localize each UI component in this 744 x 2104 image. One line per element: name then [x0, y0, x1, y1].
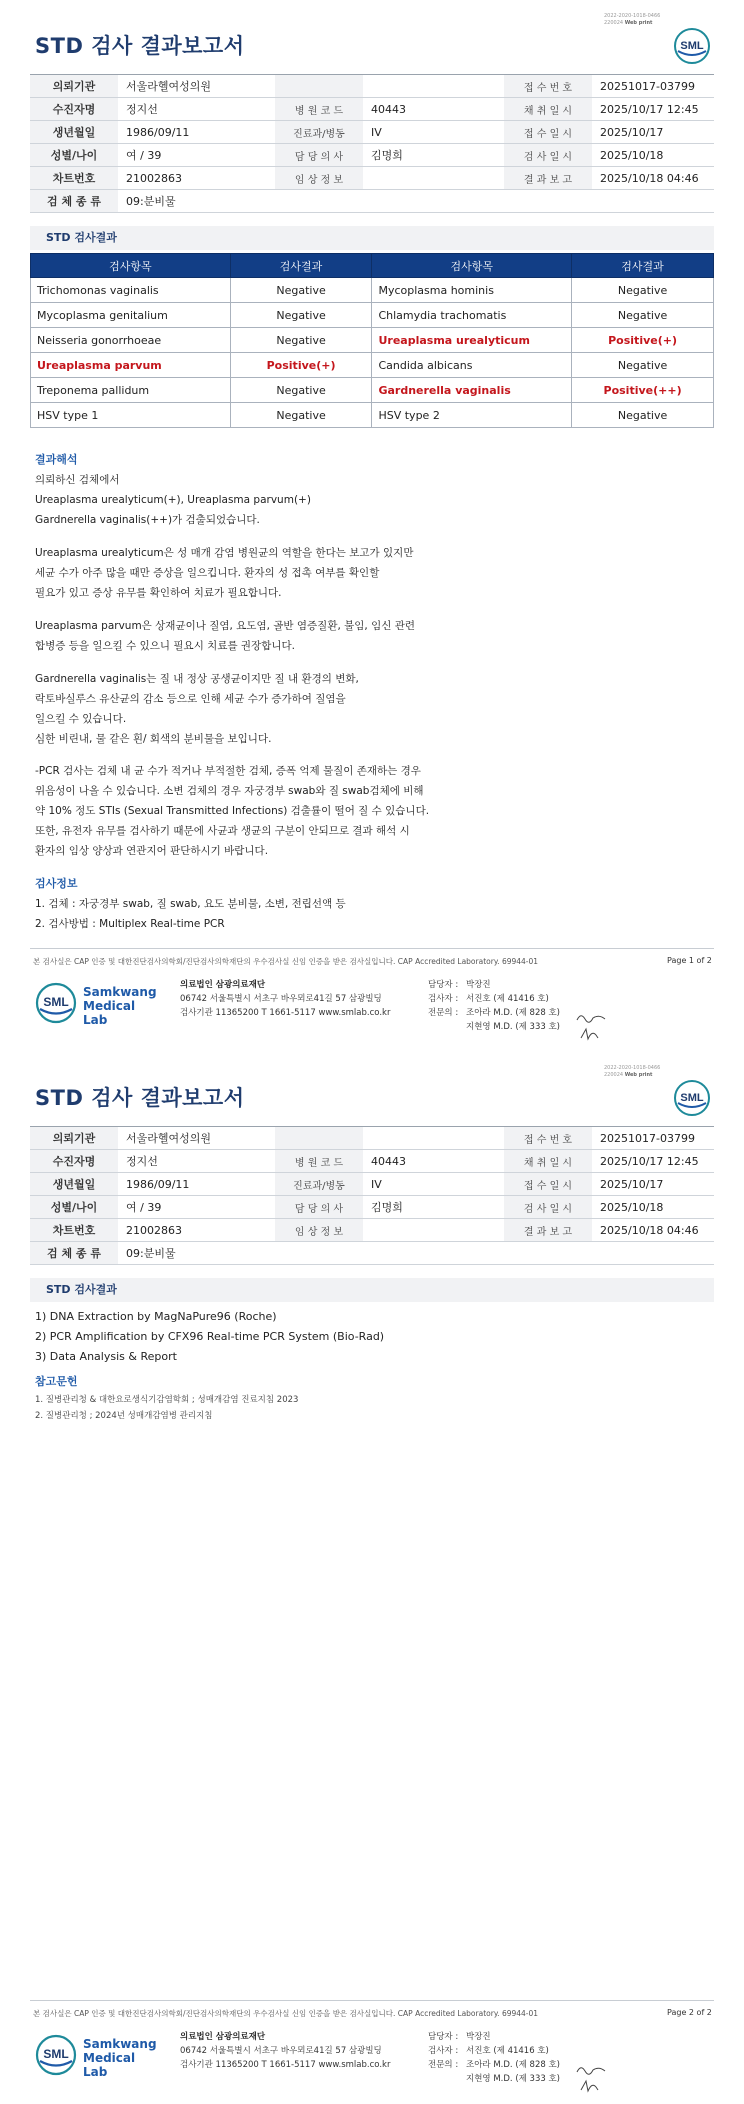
reference-item: 1. 질병관리청 & 대한요로생식기감염학회 ; 성매개감염 진료지침 2023 — [35, 1395, 299, 1405]
info-value: 21002863 — [118, 1219, 275, 1242]
info-label: 검 체 종 류 — [30, 1242, 118, 1265]
info-value — [592, 190, 714, 213]
text-line: 환자의 임상 양상과 연관지어 판단하시기 바랍니다. — [35, 845, 269, 857]
info-label: 검 사 일 시 — [504, 1196, 592, 1219]
info-value: 2025/10/17 12:45 — [592, 1150, 714, 1173]
sml-logo-text: SML — [680, 40, 704, 52]
footer-cap-note: 본 검사실은 CAP 인증 및 대한진단검사의학회/진단검사의학재단의 우수검사실 신임 인증을 받은 검사실입니다. CAP Accredited Laboratory. 69944-01 — [33, 957, 539, 966]
org-name: 의료법인 삼광의료재단 — [180, 2032, 266, 2042]
test-name: Trichomonas vaginalis — [31, 278, 231, 303]
info-label: 결 과 보 고 — [504, 167, 592, 190]
info-label — [504, 190, 592, 213]
col-header-test: 검사항목 — [372, 254, 572, 278]
report-page-2 — [0, 1052, 744, 2104]
info-row — [30, 75, 714, 98]
org-contact: 검사기관 11365200 T 1661-5117 www.smlab.co.kr — [180, 2060, 391, 2070]
org-info — [180, 978, 390, 1020]
test-result: Negative — [572, 403, 714, 428]
info-value — [363, 1127, 504, 1150]
staff-label: 검사자 : — [428, 2046, 459, 2056]
test-result: Negative — [230, 278, 372, 303]
test-name: Mycoplasma hominis — [372, 278, 572, 303]
text-line: 2. 검사방법 : Multiplex Real-time PCR — [35, 918, 225, 930]
table-row — [31, 403, 714, 428]
info-value — [363, 75, 504, 98]
info-label: 임 상 정 보 — [275, 1219, 363, 1242]
info-row — [30, 144, 714, 167]
info-label: 접 수 일 시 — [504, 1173, 592, 1196]
info-value: 서울라헬여성의원 — [118, 75, 275, 98]
info-value — [363, 167, 504, 190]
test-result: Negative — [230, 378, 372, 403]
test-info-title: 검사정보 — [35, 877, 78, 890]
info-value — [363, 1219, 504, 1242]
org-address: 06742 서울특별시 서초구 바우뫼로41길 57 삼광빌딩 — [180, 2046, 382, 2056]
info-label: 담 당 의 사 — [275, 1196, 363, 1219]
col-header-result: 검사결과 — [572, 254, 714, 278]
org-name: 의료법인 삼광의료재단 — [180, 980, 266, 990]
test-info-list — [35, 894, 695, 934]
text-line: 1. 검체 : 자궁경부 swab, 질 swab, 요도 분비물, 소변, 전립선액 등 — [35, 898, 346, 910]
info-value: 40443 — [363, 1150, 504, 1173]
info-value: 09:분비물 — [118, 190, 275, 213]
info-value — [363, 190, 504, 213]
staff-value: 박장진 — [466, 980, 491, 990]
info-label: 차트번호 — [30, 167, 118, 190]
text-line: 또한, 유전자 유무를 검사하기 때문에 사균과 생균의 구분이 안되므로 결과 해석 시 — [35, 825, 410, 837]
table-row — [31, 353, 714, 378]
info-label — [275, 75, 363, 98]
method-item: 2) PCR Amplification by CFX96 Real-time PCR System (Bio-Rad) — [35, 1330, 385, 1343]
staff-label: 담당자 : — [428, 980, 459, 990]
info-value: 여 / 39 — [118, 1196, 275, 1219]
info-label: 병 원 코 드 — [275, 98, 363, 121]
interpretation-pcr-note — [35, 761, 695, 861]
staff-value: 박장진 — [466, 2032, 491, 2042]
text-line: 의뢰하신 검체에서 — [35, 474, 120, 486]
staff-info — [428, 2030, 560, 2086]
org-contact: 검사기관 11365200 T 1661-5117 www.smlab.co.kr — [180, 1008, 391, 1018]
info-label: 검 사 일 시 — [504, 144, 592, 167]
table-row — [31, 378, 714, 403]
info-value: 정지선 — [118, 1150, 275, 1173]
info-label: 접 수 일 시 — [504, 121, 592, 144]
info-label: 임 상 정 보 — [275, 167, 363, 190]
staff-value: 조아라 M.D. (제 828 호) — [466, 1008, 561, 1018]
org-info — [180, 2030, 390, 2072]
patient-info-table — [30, 1126, 714, 1265]
info-label: 의뢰기관 — [30, 1127, 118, 1150]
test-result: Negative — [572, 303, 714, 328]
svg-text:SML: SML — [680, 1092, 704, 1104]
info-label: 차트번호 — [30, 1219, 118, 1242]
info-row — [30, 121, 714, 144]
info-value: 1986/09/11 — [118, 121, 275, 144]
info-label: 채 취 일 시 — [504, 98, 592, 121]
info-value: 2025/10/18 04:46 — [592, 1219, 714, 1242]
reference-item: 2. 질병관리청 ; 2024년 성매개감염병 관리지침 — [35, 1411, 213, 1421]
test-name: Treponema pallidum — [31, 378, 231, 403]
info-value: 서울라헬여성의원 — [118, 1127, 275, 1150]
doc-code-webprint: Web print — [624, 20, 653, 26]
staff-value: 조아라 M.D. (제 828 호) — [466, 2060, 561, 2070]
test-name: Gardnerella vaginalis — [372, 378, 572, 403]
info-row — [30, 190, 714, 213]
test-name: Ureaplasma parvum — [31, 353, 231, 378]
logo-name-line1: Samkwang — [83, 985, 157, 999]
staff-info — [428, 978, 560, 1034]
logo-name-line2: Medical Lab — [83, 2051, 136, 2079]
info-label: 수진자명 — [30, 1150, 118, 1173]
patient-info-table — [30, 74, 714, 213]
methods-list — [35, 1307, 384, 1367]
info-label: 의뢰기관 — [30, 75, 118, 98]
doc-code-webprint: Web print — [624, 1072, 653, 1078]
signature-icon — [575, 1010, 607, 1026]
info-label: 접 수 번 호 — [504, 75, 592, 98]
staff-label: 전문의 : — [428, 1008, 459, 1018]
sml-logo-icon — [673, 27, 711, 65]
test-name: Candida albicans — [372, 353, 572, 378]
std-results-table — [30, 253, 714, 428]
method-item: 1) DNA Extraction by MagNaPure96 (Roche) — [35, 1310, 277, 1323]
info-row — [30, 1127, 714, 1150]
page-number: Page 2 of 2 — [667, 2008, 712, 2017]
interpretation-urealyticum — [35, 543, 695, 603]
info-value: 김명희 — [363, 1196, 504, 1219]
text-line: 위음성이 나올 수 있습니다. 소변 검체의 경우 자궁경부 swab와 질 swab검체에 비해 — [35, 785, 424, 797]
text-line: 일으킬 수 있습니다. — [35, 713, 127, 725]
staff-label: 검사자 : — [428, 994, 459, 1004]
footer-cap-note: 본 검사실은 CAP 인증 및 대한진단검사의학회/진단검사의학재단의 우수검사실 신임 인증을 받은 검사실입니다. CAP Accredited Laboratory. 69944-01 — [33, 2009, 539, 2018]
text-line: 심한 비린내, 물 같은 흰/ 회색의 분비물을 보입니다. — [35, 733, 272, 745]
doc-code-line2: 220024 — [604, 20, 624, 26]
sml-logo-icon — [35, 2034, 77, 2076]
table-row — [31, 278, 714, 303]
samkwang-logo — [35, 978, 155, 1026]
doc-code — [604, 1065, 660, 1079]
test-result: Negative — [572, 278, 714, 303]
references-list — [35, 1392, 298, 1424]
interpretation-summary — [35, 470, 695, 530]
footer-divider — [30, 948, 714, 949]
info-label — [504, 1242, 592, 1265]
text-line: 락토바실루스 유산균의 감소 등으로 인해 세균 수가 증가하여 질염을 — [35, 693, 346, 705]
signature-icon — [578, 1026, 600, 1042]
doc-code-line1: 2022-2020-1018-0466 — [604, 13, 661, 19]
info-value: 21002863 — [118, 167, 275, 190]
test-name: HSV type 2 — [372, 403, 572, 428]
page-title: STD 검사 결과보고서 — [35, 34, 245, 58]
info-value: 1986/09/11 — [118, 1173, 275, 1196]
interpretation-parvum — [35, 616, 695, 656]
test-name: HSV type 1 — [31, 403, 231, 428]
info-row — [30, 1242, 714, 1265]
svg-text:SML: SML — [43, 2047, 69, 2061]
method-item: 3) Data Analysis & Report — [35, 1350, 177, 1363]
text-line: 약 10% 정도 STIs (Sexual Transmitted Infections) 검출률이 떨어 질 수 있습니다. — [35, 805, 430, 817]
text-line: Ureaplasma urealyticum(+), Ureaplasma parvum(+) — [35, 494, 311, 506]
staff-value: 지현영 M.D. (제 333 호) — [466, 2074, 561, 2084]
info-label: 수진자명 — [30, 98, 118, 121]
test-result: Negative — [230, 303, 372, 328]
info-label: 결 과 보 고 — [504, 1219, 592, 1242]
text-line: -PCR 검사는 검체 내 균 수가 적거나 부적절한 검체, 증폭 억제 물질이 존재하는 경우 — [35, 765, 421, 777]
info-value: 20251017-03799 — [592, 1127, 714, 1150]
info-label: 성별/나이 — [30, 1196, 118, 1219]
page-number: Page 1 of 2 — [667, 956, 712, 965]
info-value: 09:분비물 — [118, 1242, 275, 1265]
info-row — [30, 1150, 714, 1173]
info-value: 김명희 — [363, 144, 504, 167]
info-label: 성별/나이 — [30, 144, 118, 167]
text-line: 필요가 있고 증상 유무를 확인하여 치료가 필요합니다. — [35, 587, 282, 599]
test-result: Negative — [572, 353, 714, 378]
info-row — [30, 1173, 714, 1196]
staff-value: 지현영 M.D. (제 333 호) — [466, 1022, 561, 1032]
info-label: 병 원 코 드 — [275, 1150, 363, 1173]
svg-text:SML: SML — [43, 995, 69, 1009]
signature-icon — [575, 2062, 607, 2078]
table-row — [31, 303, 714, 328]
info-value — [363, 1242, 504, 1265]
info-label: 생년월일 — [30, 1173, 118, 1196]
info-value: 2025/10/18 04:46 — [592, 167, 714, 190]
info-value: 20251017-03799 — [592, 75, 714, 98]
staff-label: 담당자 : — [428, 2032, 459, 2042]
samkwang-logo — [35, 2030, 155, 2078]
info-value: IV — [363, 1173, 504, 1196]
info-label — [275, 1127, 363, 1150]
sml-logo-icon — [673, 1079, 711, 1117]
test-name: Mycoplasma genitalium — [31, 303, 231, 328]
sml-logo-icon — [35, 982, 77, 1024]
info-value: 정지선 — [118, 98, 275, 121]
info-value: 여 / 39 — [118, 144, 275, 167]
info-row — [30, 98, 714, 121]
info-label: 검 체 종 류 — [30, 190, 118, 213]
logo-name-line1: Samkwang — [83, 2037, 157, 2051]
info-value: 2025/10/17 — [592, 1173, 714, 1196]
test-result: Positive(+) — [572, 328, 714, 353]
results-section-title: STD 검사결과 — [30, 226, 714, 250]
test-name: Neisseria gonorrhoeae — [31, 328, 231, 353]
text-line: Gardnerella vaginalis(++)가 검출되었습니다. — [35, 514, 260, 526]
info-value: 2025/10/18 — [592, 1196, 714, 1219]
test-result: Negative — [230, 403, 372, 428]
text-line: 세균 수가 아주 많을 때만 증상을 일으킵니다. 환자의 성 접촉 여부를 확인할 — [35, 567, 380, 579]
methods-section-title: STD 검사결과 — [30, 1278, 714, 1302]
doc-code — [604, 13, 660, 27]
info-value: IV — [363, 121, 504, 144]
logo-name-line2: Medical Lab — [83, 999, 136, 1027]
interpretation-title: 결과해석 — [35, 453, 78, 466]
info-label: 채 취 일 시 — [504, 1150, 592, 1173]
info-row — [30, 167, 714, 190]
info-label: 진료과/병동 — [275, 1173, 363, 1196]
test-result: Positive(+) — [230, 353, 372, 378]
info-label — [275, 1242, 363, 1265]
info-label: 진료과/병동 — [275, 121, 363, 144]
info-value: 2025/10/17 — [592, 121, 714, 144]
staff-value: 서진호 (제 41416 호) — [466, 994, 549, 1004]
doc-code-line2: 220024 — [604, 1072, 624, 1078]
test-name: Ureaplasma urealyticum — [372, 328, 572, 353]
page-title: STD 검사 결과보고서 — [35, 1086, 245, 1110]
col-header-result: 검사결과 — [230, 254, 372, 278]
info-label: 담 당 의 사 — [275, 144, 363, 167]
info-value: 40443 — [363, 98, 504, 121]
info-value: 2025/10/17 12:45 — [592, 98, 714, 121]
info-label — [275, 190, 363, 213]
footer-divider — [30, 2000, 714, 2001]
references-title: 참고문헌 — [35, 1375, 78, 1388]
test-result: Positive(++) — [572, 378, 714, 403]
staff-value: 서진호 (제 41416 호) — [466, 2046, 549, 2056]
info-label: 생년월일 — [30, 121, 118, 144]
test-result: Negative — [230, 328, 372, 353]
test-name: Chlamydia trachomatis — [372, 303, 572, 328]
org-address: 06742 서울특별시 서초구 바우뫼로41길 57 삼광빌딩 — [180, 994, 382, 1004]
info-label: 접 수 번 호 — [504, 1127, 592, 1150]
info-value: 2025/10/18 — [592, 144, 714, 167]
info-value — [592, 1242, 714, 1265]
interpretation-gardnerella — [35, 669, 695, 749]
text-line: Ureaplasma urealyticum은 성 매개 감염 병원균의 역할을 한다는 보고가 있지만 — [35, 547, 414, 559]
info-row — [30, 1196, 714, 1219]
signature-icon — [578, 2078, 600, 2094]
text-line: Gardnerella vaginalis는 질 내 정상 공생균이지만 질 내 환경의 변화, — [35, 673, 359, 685]
text-line: 합병증 등을 일으킬 수 있으니 필요시 치료를 권장합니다. — [35, 640, 295, 652]
table-row — [31, 328, 714, 353]
col-header-test: 검사항목 — [31, 254, 231, 278]
info-row — [30, 1219, 714, 1242]
doc-code-line1: 2022-2020-1018-0466 — [604, 1065, 661, 1071]
staff-label: 전문의 : — [428, 2060, 459, 2070]
text-line: Ureaplasma parvum은 상재균이나 질염, 요도염, 골반 염증질환, 불임, 임신 관련 — [35, 620, 416, 632]
